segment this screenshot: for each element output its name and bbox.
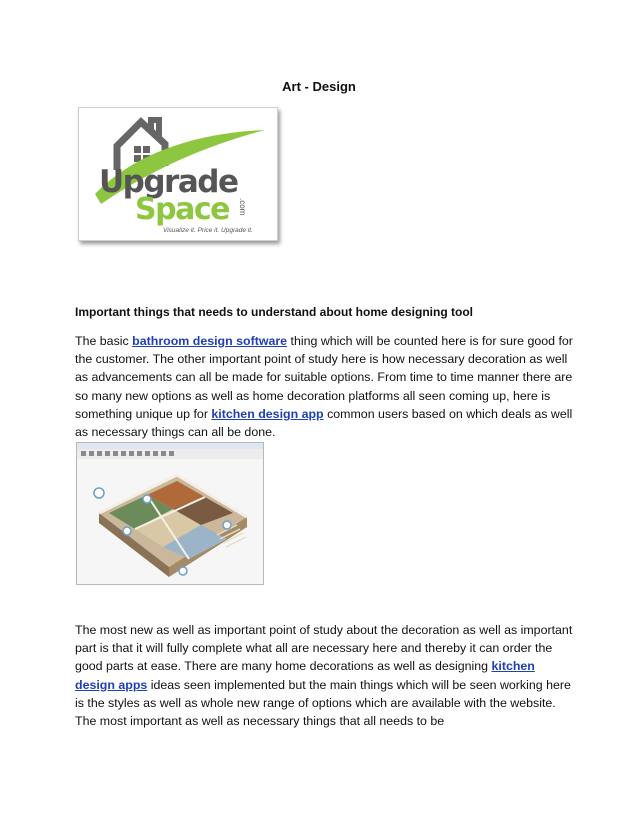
3d-floorplan-image	[77, 443, 263, 584]
paragraph-text: thing which will be counted here is for sure good for the customer. The other important point of study here is how necessary decoration as well as advancements can all be made for suitable options. From time to time manner there are so many new options as well as home decoration platforms all seen coming up, here is something unique up for	[75, 334, 573, 421]
bathroom-design-software-link[interactable]: bathroom design software	[132, 334, 288, 348]
logo-word-bottom: Space	[135, 192, 229, 227]
kitchen-design-app-link[interactable]: kitchen design app	[211, 406, 324, 421]
logo-domain: .com	[238, 198, 247, 216]
home-design-software-screenshot	[76, 442, 264, 585]
paragraph-text: ideas seen implemented but the main things which will be seen working here is the styles as well as whole new range of options which are available with the website. The most important as well as necessary things that all needs to be	[75, 677, 571, 729]
logo-word-top: Upgrade	[99, 164, 238, 200]
upgradespace-logo	[78, 107, 278, 241]
paragraph-text: The basic	[75, 334, 133, 348]
paragraph-1	[75, 332, 575, 441]
section-heading: Important things that needs to understand about home designing tool	[75, 305, 473, 319]
paragraph-text: common users based on which deals as well as necessary things can all be done.	[75, 406, 573, 440]
paragraph-2	[75, 621, 575, 730]
document-title: Art - Design	[282, 79, 356, 94]
logo-tagline: Visualize it. Price it. Upgrade it.	[163, 227, 253, 234]
paragraph-text: The most new as well as important point of study about the decoration as well as important part is that it will fully complete what all are necessary here and thereby it can order the good parts at ease. There are many home decorations as well as designing	[75, 623, 573, 674]
kitchen-design-apps-link[interactable]: kitchen design apps	[75, 659, 535, 692]
